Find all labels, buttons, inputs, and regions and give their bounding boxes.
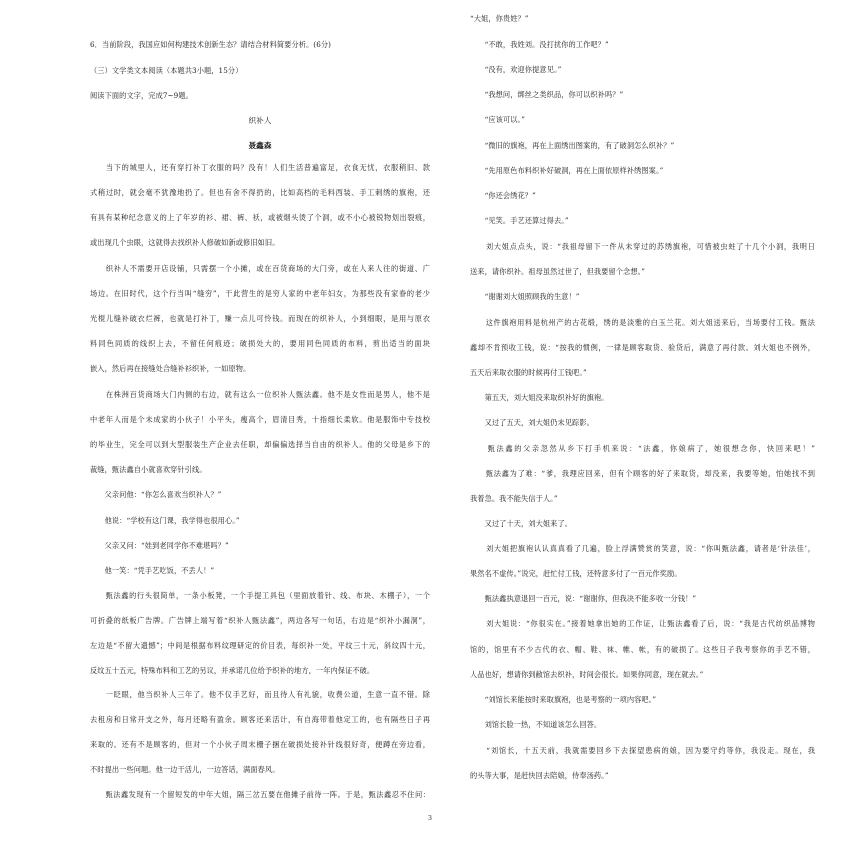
text-line: 来取的。还有不是顾客的，但对一个小伙子周末栅子捆在破损处接补针线很好奇，便蹲在旁边看， (90, 740, 430, 749)
text-line: “应该可以。” (470, 115, 525, 124)
text-line: “你还会绣花？” (470, 191, 536, 200)
text-line: 当下的城里人，还有穿打补丁衣服的吗？没有！人们生活普遍富足，衣食无忧，衣服稍旧、款 (90, 163, 430, 172)
text-line: 反纹五十五元，特殊布料和工艺的另议，并承诺几位给予织补的地方，一年内保证不破。 (90, 666, 375, 675)
text-line: 阅读下面的文字，完成7~9题。 (90, 91, 193, 100)
text-line: “先用原色布料织补好破洞，再在上面依原样补绣图案。” (470, 166, 664, 175)
text-line: 馆的，馆里有不少古代的衣、帽、鞋、袜、帷、帐，有的破损了。这些日子我考察你的手艺不错， (470, 645, 815, 654)
text-line: 的毕业生，完全可以到大型服装生产企业去任职，却偏偏选择当自由的织补人。他的父母是乡下的 (90, 440, 430, 449)
text-line: 人品也好，想请你到敝馆去织补，时间会很长。如果你同意，现在就去。” (470, 670, 704, 679)
text-line: 中老年人而是个未成家的小伙子！小平头，瘦高个，眉清目秀，十指细长柔软。他是服饰中专技校 (90, 415, 430, 424)
text-line: “刘馆长，十五天前，我就需要回乡下去探望患病的娘，因为要守约等你，我没走。现在，我 (470, 746, 815, 755)
text-line: 嵌入，然后再在接缝处合缝补衫织补，一如原物。 (90, 364, 251, 373)
text-line: “没有，欢迎你提意见。” (470, 65, 562, 74)
text-line: 式稍过时，就会毫不犹豫地扔了。但也有舍不得扔的，比如高档的毛料西装、手工刺绣的旗袍，还 (90, 188, 430, 197)
text-line: 果然名不虚传。”说完，赶忙付工钱，还特意多付了一百元作奖励。 (470, 569, 682, 578)
text-line: 料同色同质的线织上去，不留任何痕迹；破损处大的，要用同色同质的布料，剪出适当的面块 (90, 339, 430, 348)
story-title: 织补人 (248, 116, 272, 125)
text-line: 甄法鑫发现有一个留短发的中年大姐，隔三岔五要在他摊子前待一阵。于是，甄法鑫忍不住问： (90, 790, 430, 799)
text-line: “不敢，我姓刘。没打扰你的工作吧？” (470, 40, 609, 49)
text-line: 他一笑：“凭手艺吃饭，不丢人！” (90, 566, 215, 575)
text-line: 的头等大事，是赶快回去陪娘，侍奉汤药。” (470, 771, 609, 780)
text-line: 在株洲百货商场大门内侧的右边，就有这么一位织补人甄法鑫。他不是女性而是男人，他不是 (90, 390, 430, 399)
text-line: “我想问，绑丝之类织品，你可以织补吗？” (470, 90, 624, 99)
text-line: “大姐，你贵姓？” (470, 14, 529, 23)
text-line: “谢谢刘大姐照顾我的生意！” (470, 292, 580, 301)
page-number: 3 (427, 814, 433, 822)
text-line: 鑫却不肯预收工钱，说：“按我的惯例，一律是顾客取货、验货后，满意了再付款。刘大姐也不例外， (470, 343, 815, 352)
text-line: 父亲问他：“你怎么喜欢当织补人？” (90, 490, 222, 499)
text-line: 父亲又问：“娃到老同学你不难堪吗？” (90, 541, 229, 550)
text-line: 甄法鑫为了难：“爹，我理应回来，但有个顾客的好了来取货，却没来，我要等她，怕她找不到 (470, 469, 815, 478)
text-line: 左边是“不留大遗憾”；中间是根据布料纹理研定的价目表，每织补一处，平纹三十元，斜纹四十元， (90, 641, 430, 650)
text-line: 五天后来取衣服的时候再付工钱吧。” (470, 368, 587, 377)
text-line: 甄法鑫的行头很简单，一条小板凳，一个手提工具包（里面放着针、线、布块、木棚子），一个 (90, 591, 430, 600)
text-line: “刘馆长来能按时来取旗袍，也是考察的一项内容吧。” (470, 695, 657, 704)
text-line: 刘大姐点点头，说：“我祖母留下一件从未穿过的苏绣旗袍，可惜被虫蛀了十几个小洞，我明日 (470, 242, 815, 251)
text-line: 这件旗袍用料是杭州产的古花缎，绣的是淡雅的白玉兰花。刘大姐送来后，当场要付工钱。甄法 (470, 318, 815, 327)
text-line: 甄法鑫的父亲忽然从乡下打手机来说：“法鑫，你娘病了，她很想念你，快回来吧！” (470, 444, 815, 453)
text-line: 我着急。我不能失信于人。” (470, 494, 558, 503)
text-line: “见笑。手艺还算过得去。” (470, 216, 569, 225)
text-line: 裁缝，甄法鑫自小就喜欢穿针引线。 (90, 465, 207, 474)
text-line: 一眨眼，他当织补人三年了。他不仅手艺好，而且待人有礼貌，收费公道，生意一直不错。除 (90, 690, 430, 699)
text-line: 6．当前阶段，我国应如何构建技术创新生态？请结合材料简要分析。(6分) (90, 40, 332, 49)
text-line: 又过了十天，刘大姐来了。 (470, 519, 573, 528)
text-line: 刘大姐把旗袍认认真真看了几遍，脸上浮满赞赏的笑意，说：“你叫甄法鑫，请者是‘针法佳’， (470, 544, 815, 553)
text-line: 去租房和日常开支之外，每月还略有盈余。顾客还来活计，有自海带着他定工的，也有隔些日子再 (90, 715, 430, 724)
text-line: 刘馆长脸一热，不知道该怎么回答。 (470, 720, 602, 729)
text-line: 第五天，刘大姐没来取织补好的旗袍。 (470, 393, 609, 402)
text-line: “微旧的旗袍，再在上面绣出图案的，有了破洞怎么织补？” (470, 141, 675, 150)
story-author: 聂鑫森 (248, 141, 272, 150)
text-line: 场边。在旧时代，这个行当叫“缝穷”，干此营生的是穷人家的中老年妇女，为那些没有家眷的老少 (90, 289, 430, 298)
text-line: 送来，请你织补。祖母虽然过世了，但我要留个念想。” (470, 267, 646, 276)
text-line: 有具有某种纪念意义的上了年岁的衫、裙、裤、袄，或被烟头烫了个洞，或不小心被锐物划出裂痕， (90, 213, 430, 222)
text-line: 不时提出一些问题。他一边干活儿，一边答话，满面春风。 (90, 765, 280, 774)
text-line: （三）文学类文本阅读（本题共3小题，15分） (90, 66, 243, 75)
text-line: 或出现几个虫眼，这就得去找织补人修破如新或修旧如旧。 (90, 238, 280, 247)
text-line: 甄法鑫执意退回一百元，说：“谢谢你，但我决不能多收一分钱！” (470, 594, 697, 603)
text-line: 又过了五天，刘大姐仍未见踪影。 (470, 418, 594, 427)
text-line: 光棍儿缝补破衣烂裤，也就是打补丁，赚一点儿可怜钱。而现在的织补人，小到细眼，是用与原衣 (90, 314, 430, 323)
text-line: 织补人不需要开店设铺，只需摆一个小摊，或在百货商场的大门旁，或在人来人往的街道、广 (90, 264, 430, 273)
text-line: 可折叠的纸板广告牌。广告牌上端写着“织补人甄法鑫”，两边各写一句话，右边是“织补小漏洞”， (90, 616, 430, 625)
text-line: 他说：“学校有这门课，我学得也很用心。” (90, 516, 240, 525)
text-line: 刘大姐说：“你很实在。”接着她拿出她的工作证，让甄法鑫看了后，说：“我是古代纺织品博物 (470, 619, 815, 628)
